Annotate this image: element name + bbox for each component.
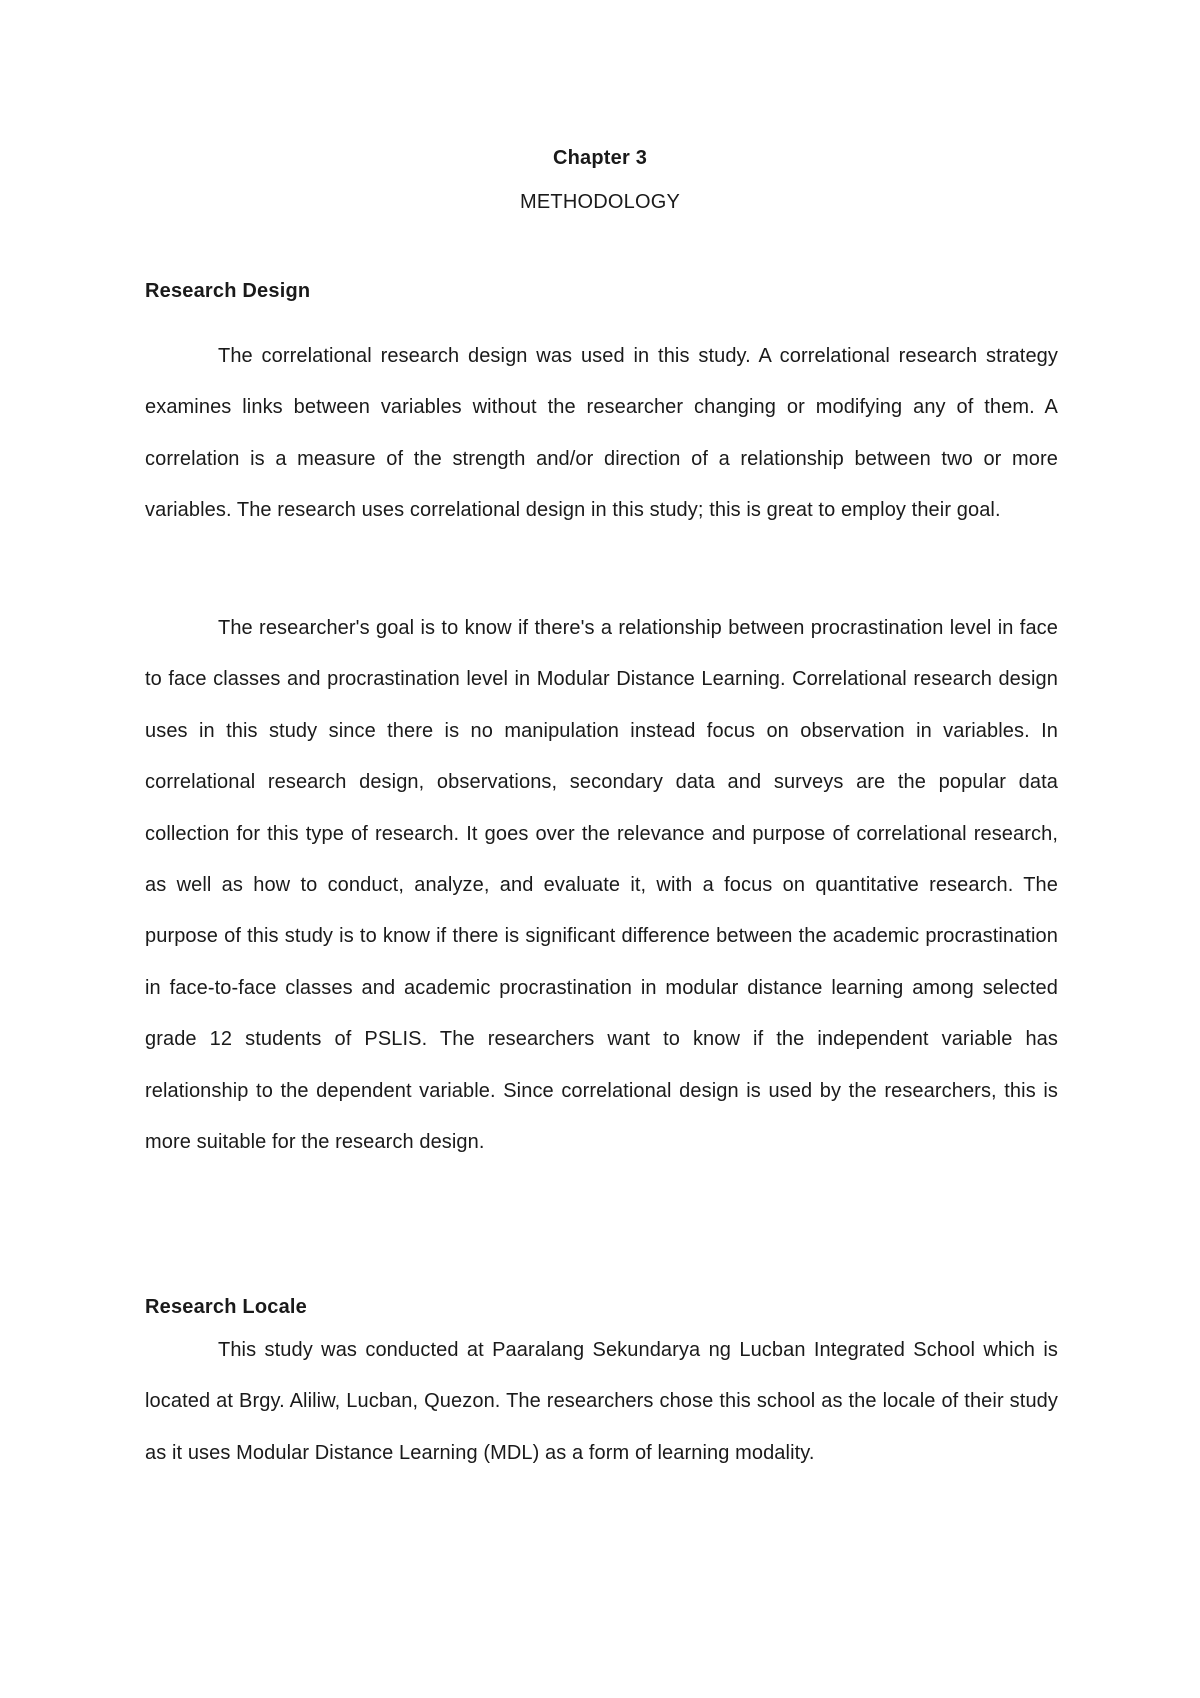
section-heading-research-locale: Research Locale	[145, 1296, 307, 1318]
section-heading-research-design: Research Design	[145, 280, 311, 302]
paragraph-research-locale-1: This study was conducted at Paaralang Sekundarya ng Lucban Integrated School which is located at Brgy. Aliliw, Lucban, Quezon. The researchers chose this school as the locale of their study as it uses Modular Distance Learning (MDL) as a form of learning modality.	[145, 1339, 1058, 1464]
chapter-number: Chapter 3	[552, 147, 648, 169]
chapter-title: METHODOLOGY	[520, 191, 680, 213]
paragraph-research-design-2: The researcher's goal is to know if there's a relationship between procrastination level in face to face classes and procrastination level in Modular Distance Learning. Correlational research design uses in this study since there is no manipulation instead focus on observation in variables. In correlational research design, observations, secondary data and surveys are the popular data collection for this type of research. It goes over the relevance and purpose of correlational research, as well as how to conduct, analyze, and evaluate it, with a focus on quantitative research. The purpose of this study is to know if there is significant difference between the academic procrastination in face-to-face classes and academic procrastination in modular distance learning among selected grade 12 students of PSLIS. The researchers want to know if the independent variable has relationship to the dependent variable. Since correlational design is used by the researchers, this is more suitable for the research design.	[145, 617, 1058, 1154]
paragraph-research-design-1: The correlational research design was used in this study. A correlational research strategy examines links between variables without the researcher changing or modifying any of them. A correlation is a measure of the strength and/or direction of a relationship between two or more variables. The research uses correlational design in this study; this is great to employ their goal.	[145, 345, 1058, 522]
